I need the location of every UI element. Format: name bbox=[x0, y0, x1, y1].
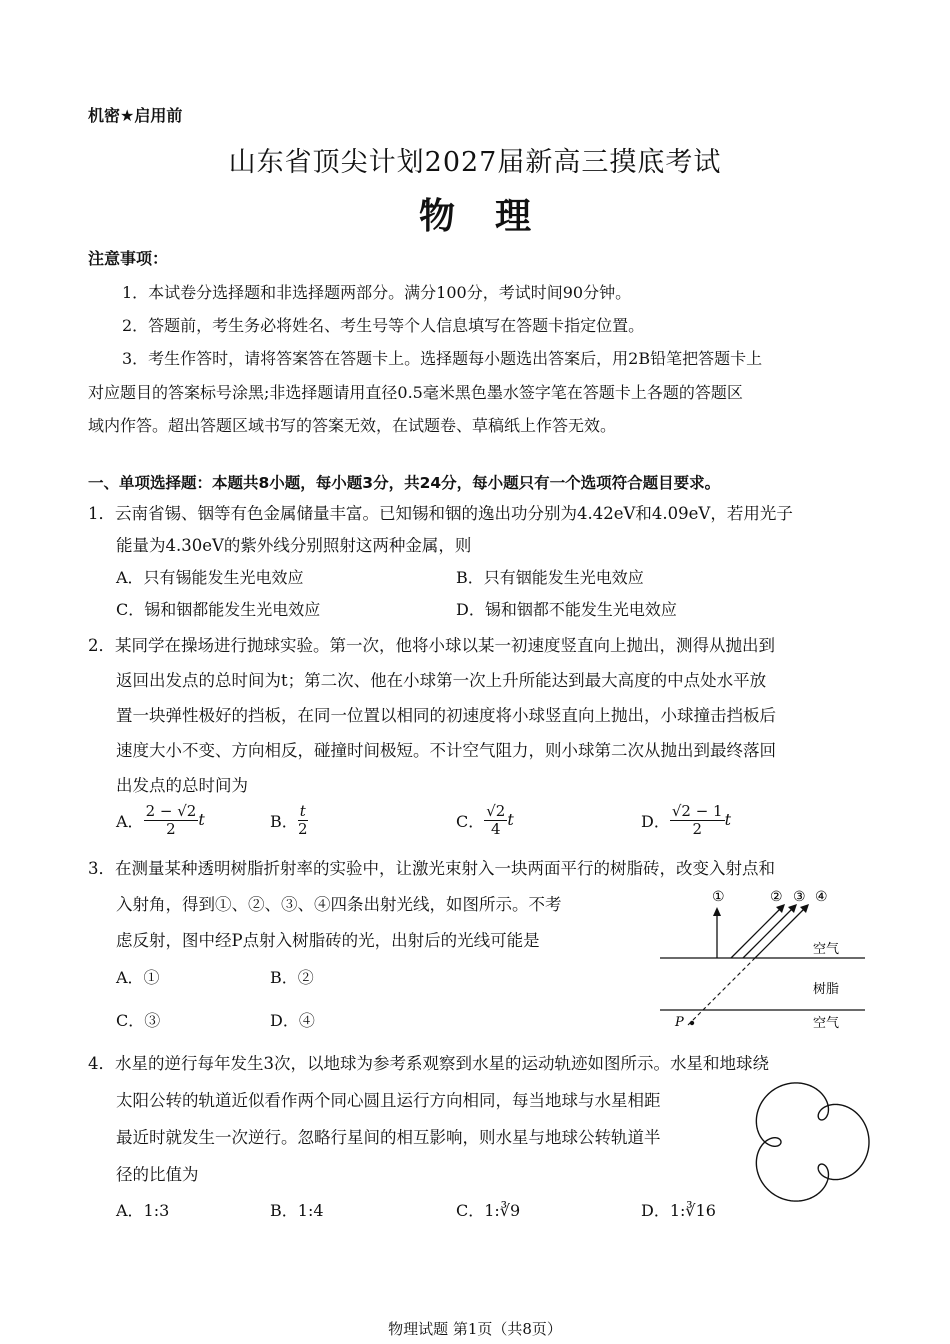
label-ray-4: ④ bbox=[815, 889, 828, 905]
q1-option-d: D．锡和铟都不能发生光电效应 bbox=[456, 600, 677, 619]
mercury-orbit-path bbox=[756, 1083, 869, 1201]
q4-line4: 径的比值为 bbox=[116, 1165, 199, 1184]
ray-3 bbox=[743, 908, 793, 958]
q4-line1: 4．水星的逆行每年发生3次，以地球为参考系观察到水星的运动轨迹如图所示。水星和地球绕 bbox=[88, 1054, 769, 1073]
q4-option-a: A．1:3 bbox=[116, 1201, 170, 1220]
point-p bbox=[690, 1021, 694, 1025]
q4-option-b: B．1:4 bbox=[270, 1201, 324, 1220]
q1-line1: 1．云南省锡、铟等有色金属储量丰富。已知锡和铟的逸出功分别为4.42eV和4.09eV，若用光子 bbox=[88, 504, 793, 523]
q4-option-d: D．1:∛16 bbox=[641, 1201, 716, 1220]
q3-option-a: A．① bbox=[116, 968, 160, 987]
q2-option-a: A． $\frac{2 - √2}{2}$ t bbox=[116, 802, 205, 838]
q2-option-c: C． $\frac{√2}{4}$ t bbox=[456, 802, 514, 838]
refraction-figure bbox=[655, 885, 870, 1035]
notes-heading: 注意事项： bbox=[88, 249, 169, 268]
label-air-top: 空气 bbox=[813, 942, 840, 957]
label-air-bottom: 空气 bbox=[813, 1016, 840, 1031]
page-footer: 物理试题 第1页（共8页） bbox=[388, 1320, 562, 1338]
note-3-line2: 对应题目的答案标号涂黑;非选择题请用直径0.5毫米黑色墨水签字笔在答题卡上各题的答题区 bbox=[88, 383, 743, 402]
q2-line1: 2．某同学在操场进行抛球实验。第一次，他将小球以某一初速度竖直向上抛出，测得从抛出到 bbox=[88, 636, 775, 655]
q3-option-c: C．③ bbox=[116, 1011, 161, 1030]
q4-option-c: C．1:∛9 bbox=[456, 1201, 521, 1220]
q3-line2: 入射角，得到①、②、③、④四条出射光线，如图所示。不考 bbox=[116, 895, 562, 914]
q1-line2: 能量为4.30eV的紫外线分别照射这两种金属，则 bbox=[116, 536, 472, 555]
q1-option-a: A．只有锡能发生光电效应 bbox=[116, 568, 304, 587]
q2-line2: 返回出发点的总时间为t；第二次、他在小球第一次上升所能达到最大高度的中点处水平放 bbox=[116, 671, 767, 690]
subject-title: 物理 bbox=[418, 195, 571, 237]
incident-ray-dashed bbox=[688, 958, 755, 1025]
label-ray-3: ③ bbox=[793, 889, 806, 905]
q1-option-c: C．锡和铟都能发生光电效应 bbox=[116, 600, 321, 619]
note-1: 1．本试卷分选择题和非选择题两部分。满分100分，考试时间90分钟。 bbox=[122, 283, 632, 302]
label-p: P bbox=[675, 1015, 684, 1030]
q2-option-d: D． $\frac{√2 - 1}{2}$ t bbox=[641, 802, 732, 838]
exam-title: 山东省顶尖计划2027届新高三摸底考试 bbox=[228, 147, 722, 178]
q4-line2: 太阳公转的轨道近似看作两个同心圆且运行方向相同，每当地球与水星相距 bbox=[116, 1091, 661, 1110]
q3-line1: 3．在测量某种透明树脂折射率的实验中，让激光束射入一块两面平行的树脂砖，改变入射点和 bbox=[88, 859, 775, 878]
q2-line5: 出发点的总时间为 bbox=[116, 776, 248, 795]
q2-line3: 置一块弹性极好的挡板，在同一位置以相同的初速度将小球竖直向上抛出，小球撞击挡板后 bbox=[116, 706, 776, 725]
label-ray-1: ① bbox=[712, 889, 725, 905]
q3-option-d: D．④ bbox=[270, 1011, 315, 1030]
q3-line3: 虑反射，图中经P点射入树脂砖的光，出射后的光线可能是 bbox=[116, 931, 540, 950]
label-resin: 树脂 bbox=[813, 982, 840, 997]
q1-option-b: B．只有铟能发生光电效应 bbox=[456, 568, 644, 587]
note-3-line3: 域内作答。超出答题区域书写的答案无效，在试题卷、草稿纸上作答无效。 bbox=[88, 416, 617, 435]
ray-4 bbox=[755, 908, 805, 958]
q2-line4: 速度大小不变、方向相反，碰撞时间极短。不计空气阻力，则小球第二次从抛出到最终落回 bbox=[116, 741, 776, 760]
q2-option-b: B． $\frac{t}{2}$ bbox=[270, 802, 308, 838]
ray-2 bbox=[731, 908, 781, 958]
confidential-mark: 机密★启用前 bbox=[88, 106, 183, 125]
section-heading: 一、单项选择题：本题共8小题，每小题3分，共24分，每小题只有一个选项符合题目要求。 bbox=[88, 474, 721, 492]
ray-1-arrow bbox=[713, 907, 721, 916]
mercury-orbit-figure bbox=[742, 1080, 872, 1205]
q3-option-b: B．② bbox=[270, 968, 314, 987]
note-3-line1: 3．考生作答时，请将答案答在答题卡上。选择题每小题选出答案后，用2B铅笔把答题卡上 bbox=[122, 349, 763, 368]
q4-line3: 最近时就发生一次逆行。忽略行星间的相互影响，则水星与地球公转轨道半 bbox=[116, 1128, 661, 1147]
note-2: 2．答题前，考生务必将姓名、考生号等个人信息填写在答题卡指定位置。 bbox=[122, 316, 645, 335]
label-ray-2: ② bbox=[770, 889, 783, 905]
